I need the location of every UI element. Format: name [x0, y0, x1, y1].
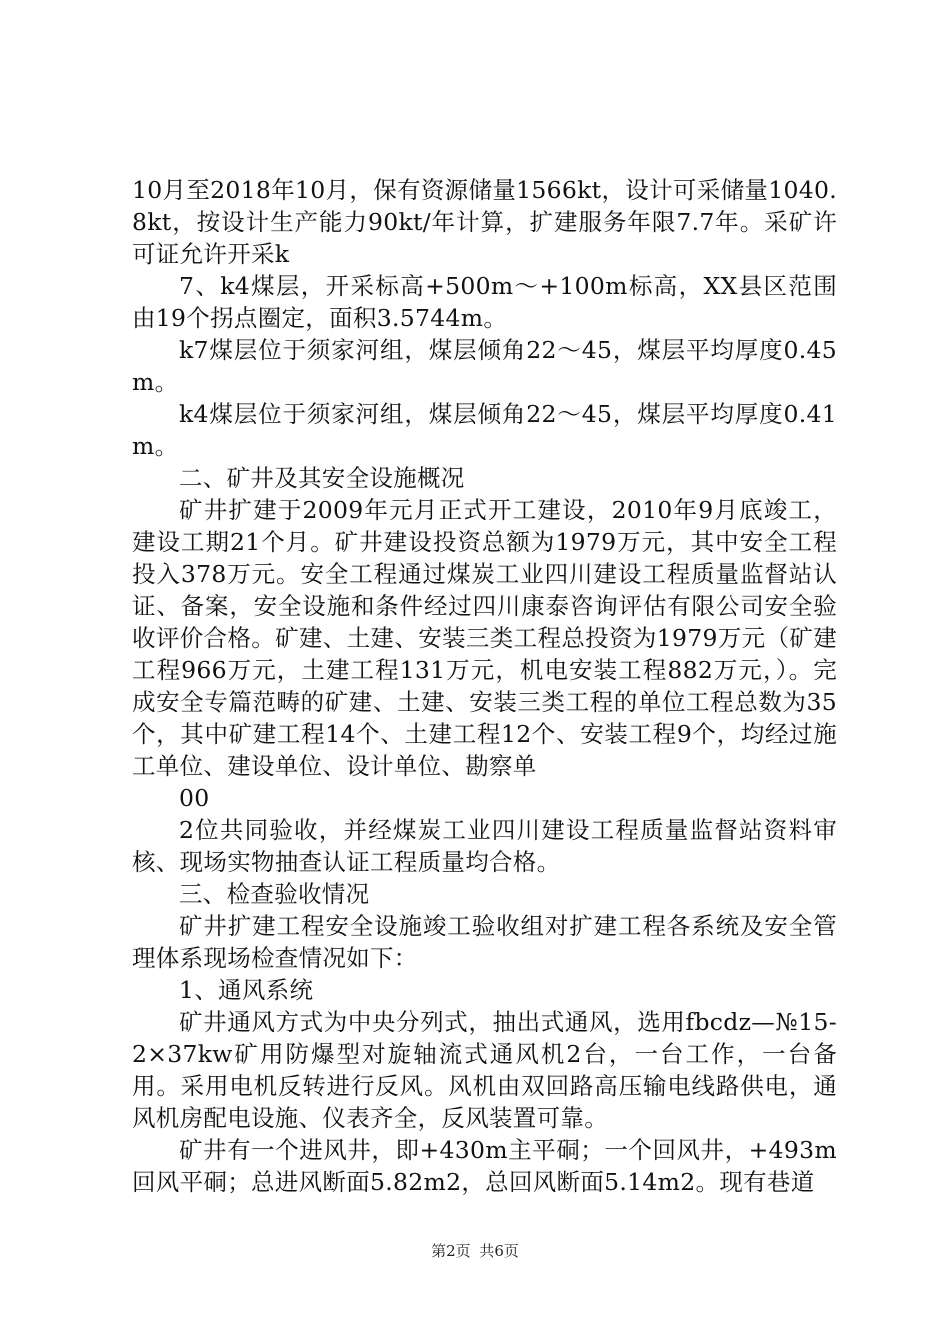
subheading-ventilation: 1、通风系统 — [179, 976, 314, 1004]
paragraph-coal-seams: 7、k4煤层，开采标高+500m～+100m标高，XX县区范围由19个拐点圈定，面积3.5744m。 — [132, 272, 837, 332]
section-heading-inspection: 三、检查验收情况 — [179, 880, 370, 908]
paragraph-k7-seam: k7煤层位于须家河组，煤层倾角22～45，煤层平均厚度0.45m。 — [132, 336, 837, 396]
paragraph-ventilation-method: 矿井通风方式为中央分列式，抽出式通风，选用fbcdz—№15-2×37kw矿用防爆型对旋轴流式通风机2台，一台工作，一台备用。采用电机反转进行反风。风机由双回路高压输电线路供电，通风机房配电设施、仪表齐全，反风装置可靠。 — [132, 1008, 837, 1132]
page-number: 第2页 共6页 — [431, 1242, 519, 1260]
paragraph-reserves: 10月至2018年10月，保有资源储量1566kt，设计可采储量1040.8kt，按设计生产能力90kt/年计算，扩建服务年限7.7年。采矿许可证允许开采k — [132, 176, 837, 268]
document-body — [132, 174, 837, 1198]
paragraph-construction: 矿井扩建于2009年元月正式开工建设，2010年9月底竣工，建设工期21个月。矿井建设投资总额为1979万元，其中安全工程投入378万元。安全工程通过煤炭工业四川建设工程质量监督站认证、备案，安全设施和条件经过四川康泰咨询评估有限公司安全验收评价合格。矿建、土建、安装三类工程总投资为1979万元（矿建工程966万元，土建工程131万元，机电安装工程882万元，）。完成安全专篇范畴的矿建、土建、安装三类工程的单位工程总数为35个，其中矿建工程14个、土建工程12个、安装工程9个，均经过施工单位、建设单位、设计单位、勘察单 — [132, 496, 837, 780]
paragraph-shafts: 矿井有一个进风井，即+430m主平硐；一个回风井，+493m回风平硐；总进风断面5.82m2，总回风断面5.14m2。现有巷道 — [132, 1136, 837, 1196]
paragraph-k4-seam: k4煤层位于须家河组，煤层倾角22～45，煤层平均厚度0.41m。 — [132, 400, 837, 460]
paragraph-fragment: 00 — [179, 784, 210, 812]
section-heading-mine-overview: 二、矿井及其安全设施概况 — [179, 464, 465, 492]
paragraph-inspection-intro: 矿井扩建工程安全设施竣工验收组对扩建工程各系统及安全管理体系现场检查情况如下： — [132, 912, 837, 972]
paragraph-joint-acceptance: 2位共同验收，并经煤炭工业四川建设工程质量监督站资料审核、现场实物抽查认证工程质量均合格。 — [132, 816, 837, 876]
